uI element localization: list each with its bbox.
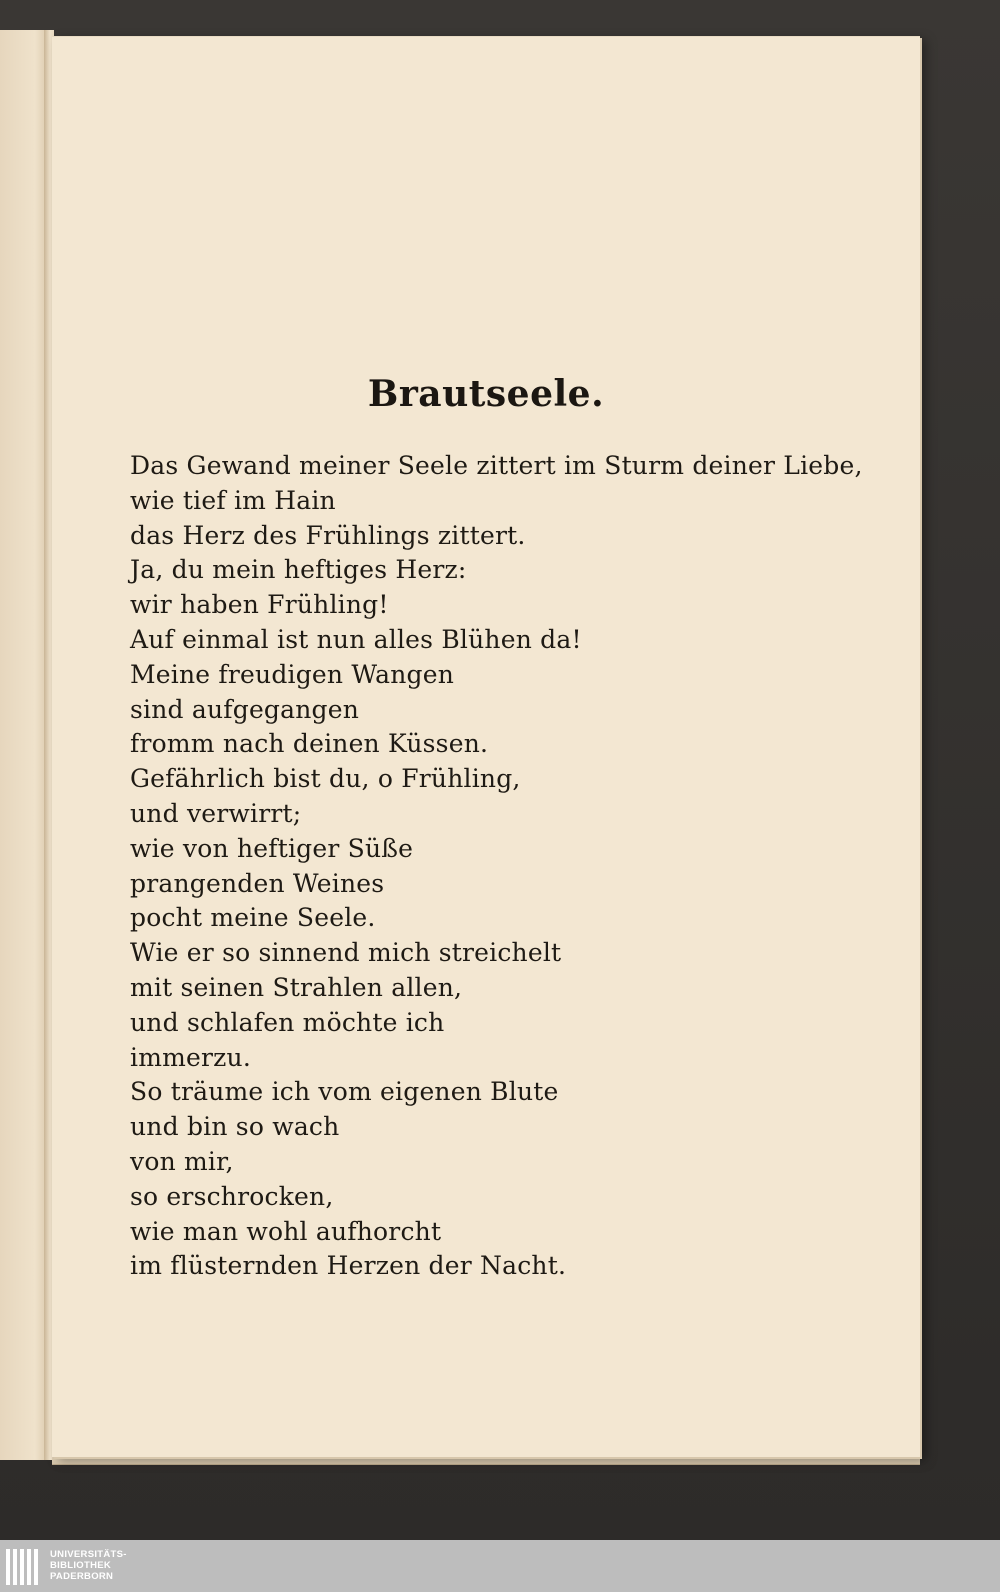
poem-line: Gefährlich bist du, o Frühling, (130, 764, 521, 794)
poem-line: prangenden Weines (130, 868, 385, 898)
poem-line: das Herz des Frühlings zittert. (130, 520, 526, 550)
book-page (52, 36, 920, 1457)
viewer-footer-bar (0, 1540, 1000, 1592)
poem-body (130, 449, 870, 1284)
poem-line: und verwirrt; (130, 798, 302, 828)
poem-line: wie von heftiger Süße (130, 833, 414, 863)
poem-line: mit seinen Strahlen allen, (130, 972, 463, 1002)
library-logo-text (50, 1549, 127, 1582)
poem-line: Das Gewand meiner Seele zittert im Sturm deiner Liebe, (130, 451, 863, 480)
logo-line: PADERBORN (50, 1571, 114, 1582)
poem-line: Auf einmal ist nun alles Blühen da! (130, 624, 582, 654)
poem-line: pocht meine Seele. (130, 903, 376, 933)
poem-line: Ja, du mein heftiges Herz: (130, 555, 467, 585)
poem-line: So träume ich vom eigenen Blute (130, 1077, 559, 1107)
poem-line: wir haben Frühling! (130, 590, 389, 620)
library-logo (6, 1547, 146, 1587)
poem-line: und schlafen möchte ich (130, 1007, 445, 1037)
poem-line: sind aufgegangen (130, 694, 360, 724)
logo-line: UNIVERSITÄTS- (50, 1549, 127, 1560)
poem-title: Brautseele. (367, 373, 605, 415)
poem-line: von mir, (130, 1146, 234, 1176)
poem-line: immerzu. (130, 1042, 251, 1072)
poem-line: fromm nach deinen Küssen. (130, 729, 489, 759)
poem-line: wie tief im Hain (130, 485, 336, 515)
poem-line: Wie er so sinnend mich streichelt (130, 938, 562, 968)
poem-line: Meine freudigen Wangen (130, 659, 455, 689)
poem-line: im flüsternden Herzen der Nacht. (130, 1251, 567, 1281)
poem-line: und bin so wach (130, 1112, 340, 1142)
logo-line: BIBLIOTHEK (50, 1560, 112, 1571)
poem-line: wie man wohl aufhorcht (130, 1216, 442, 1246)
poem-line: so erschrocken, (130, 1181, 334, 1211)
library-logo-icon (6, 1549, 44, 1585)
